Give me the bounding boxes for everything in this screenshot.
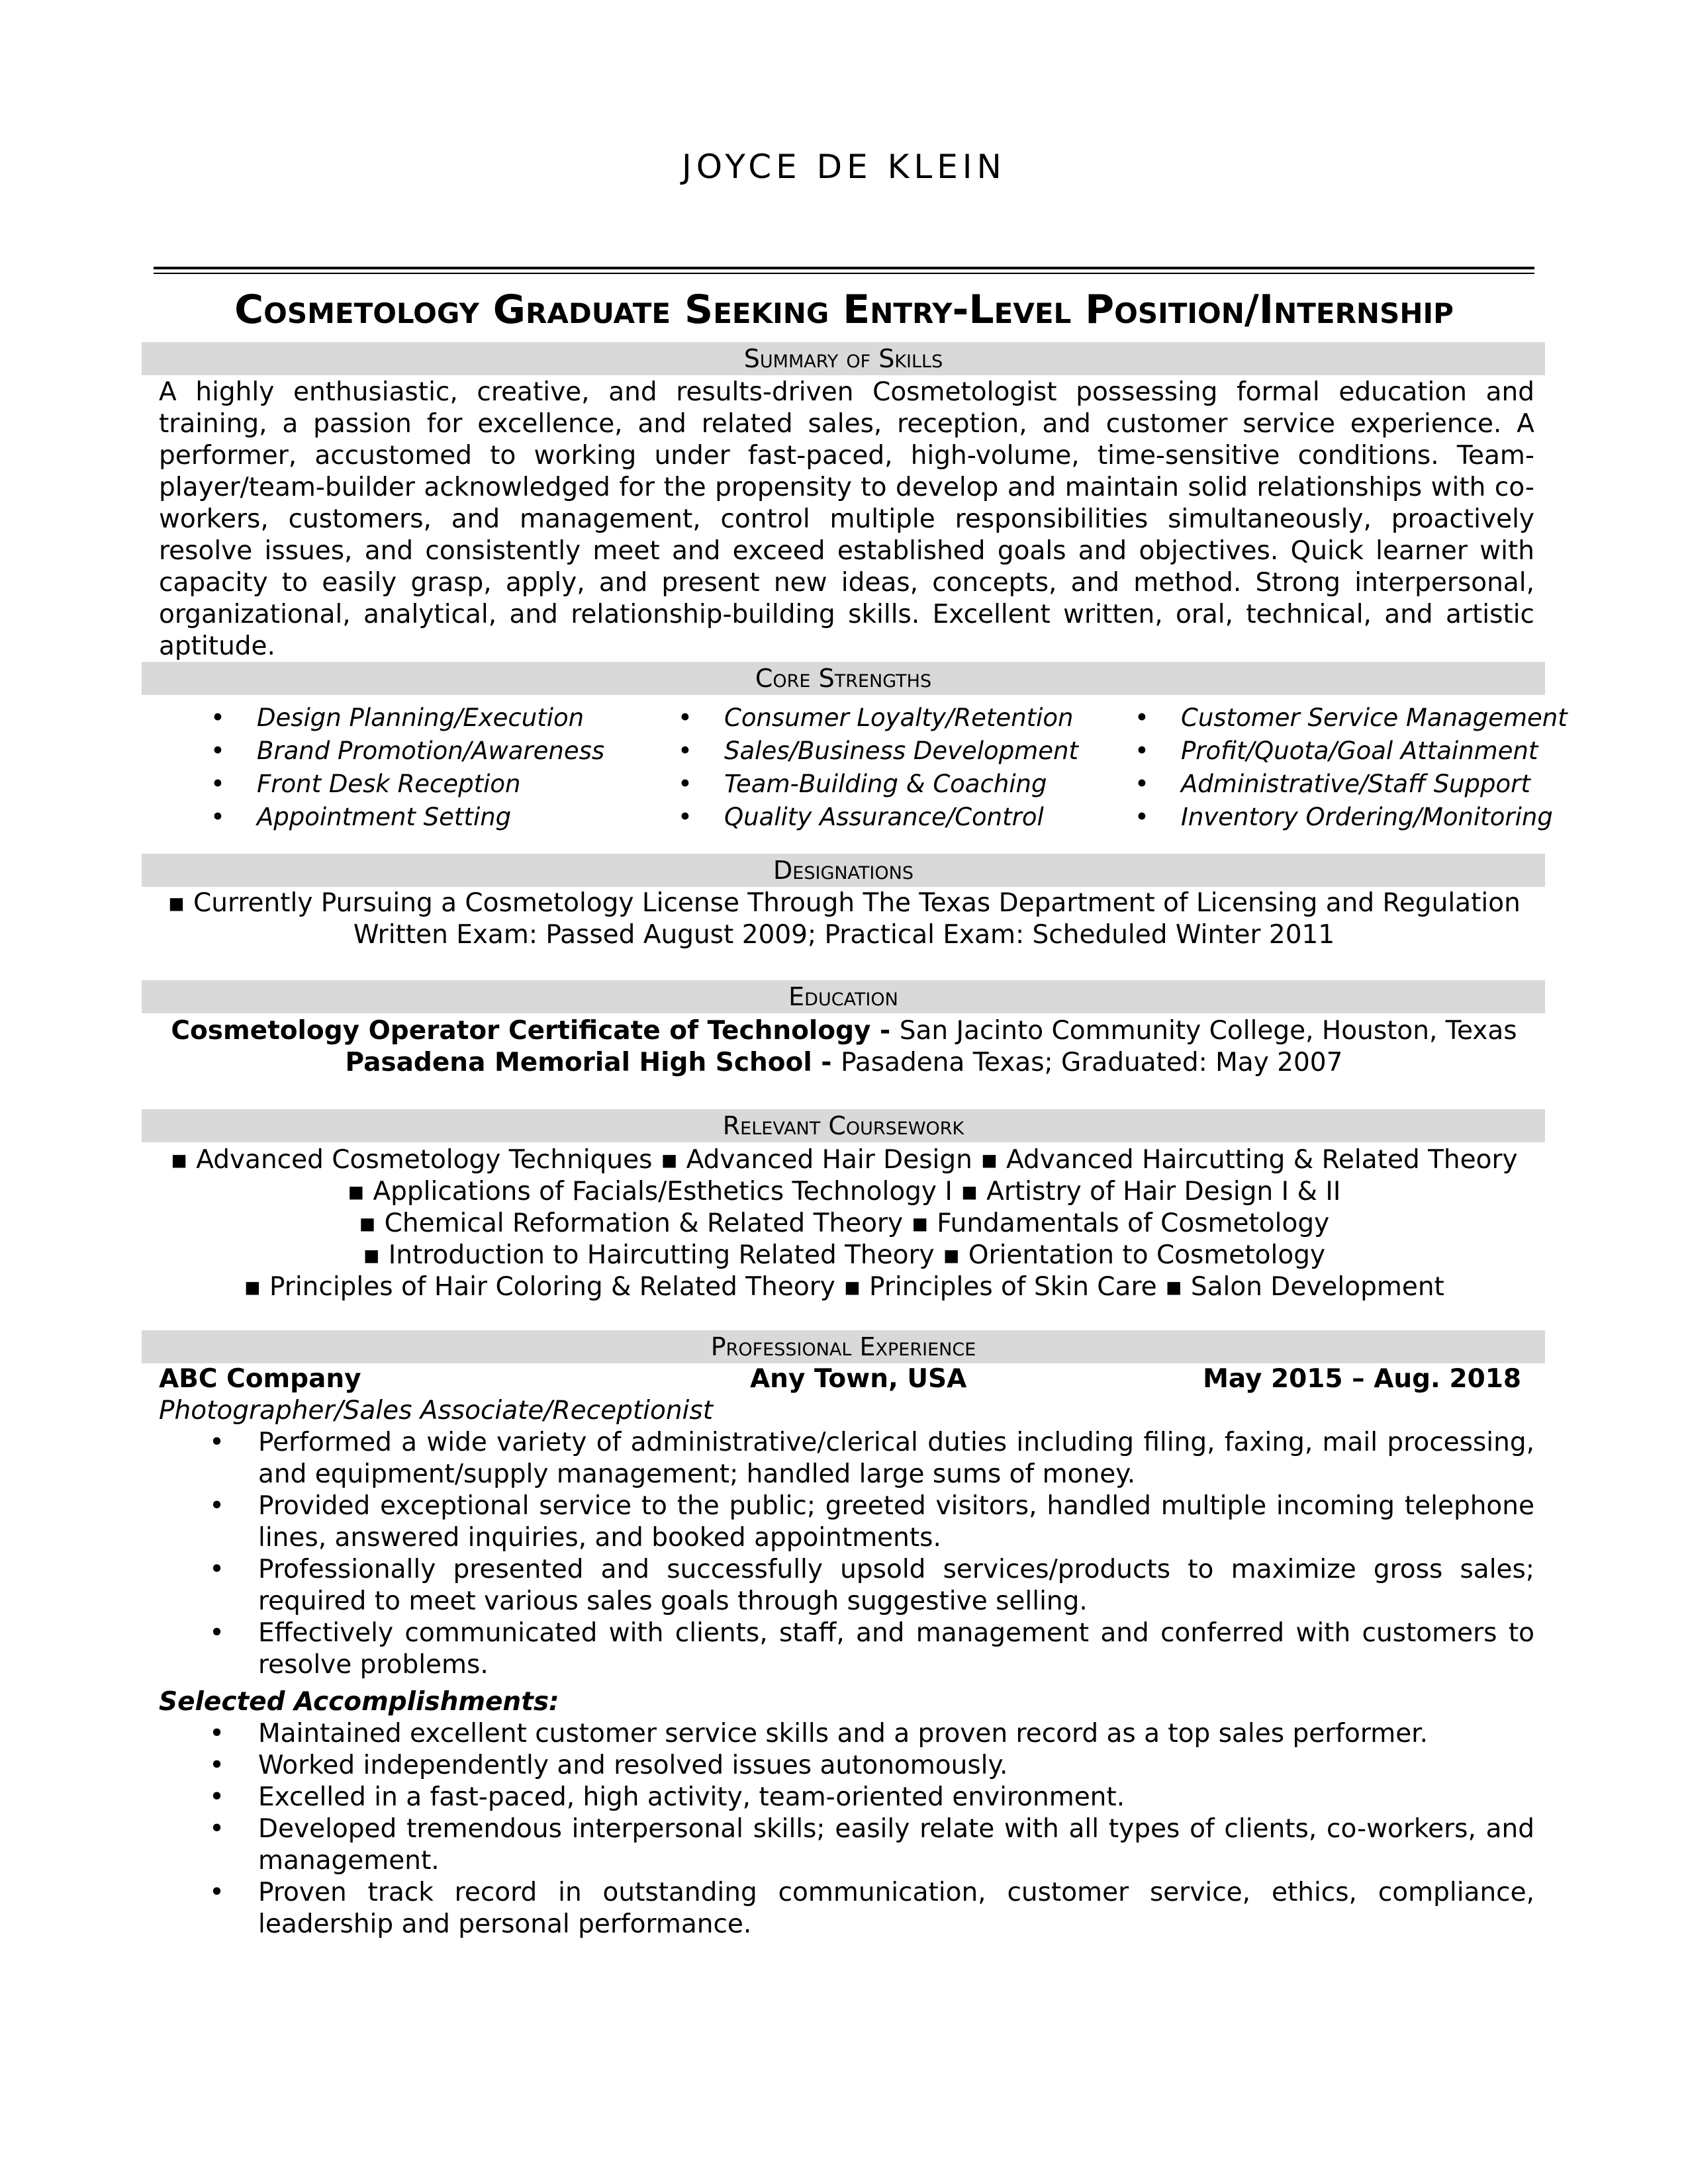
job-location: Any Town, USA (750, 1364, 967, 1394)
bullet: • (209, 1878, 225, 1907)
coursework-line: ▪ Introduction to Haircutting Related Theory ▪ Orientation to Cosmetology (362, 1240, 1326, 1270)
strengths-column-2 (678, 702, 1078, 834)
coursework-line: ▪ Applications of Facials/Esthetics Technology I ▪ Artistry of Hair Design I & II (347, 1177, 1341, 1206)
bullet: • (211, 737, 225, 765)
list-item: • Effectively communicated with clients, staff, and management and conferred with customers to resolve problems. (209, 1618, 1534, 1680)
bullet: • (1135, 737, 1149, 765)
summary-text: A highly enthusiastic, creative, and results-driven Cosmetologist possessing formal education and training, a passion for excellence, and related sales, reception, and customer service experience. A performer, accustomed to working under fast-paced, high-volume, time-sensitive conditions. Team-player/team-builder acknowledged for the propensity to develop and maintain solid relationships with co-workers, customers, and management, control multiple responsibilities simultaneously, proactively resolve issues, and consistently meet and exceed established goals and objectives. Quick learner with capacity to easily grasp, apply, and present new ideas, concepts, and method. Strong interpersonal, organizational, analytical, and relationship-building skills. Excellent written, oral, technical, and artistic aptitude. (159, 377, 1534, 661)
list-item: • Maintained excellent customer service skills and a proven record as a top sales performer. (209, 1719, 1429, 1749)
bullet: • (211, 803, 225, 831)
bullet: • (209, 1555, 225, 1584)
bullet: • (209, 1719, 225, 1749)
list-item: • Performed a wide variety of administrative/clerical duties including filing, faxing, mail processing, and equipment/supply management; handled large sums of money. (209, 1428, 1534, 1489)
education-degree: Cosmetology Operator Certificate of Technology - (171, 1016, 900, 1046)
strengths-column-1 (211, 702, 604, 834)
bullet: • (209, 1782, 225, 1812)
education-entry (0, 1015, 1688, 1047)
bullet: • (1135, 704, 1149, 732)
designation-line-1: ▪ Currently Pursuing a Cosmetology License Through The Texas Department of Licensing and Regulation (167, 888, 1521, 918)
header-rule-thin (154, 273, 1534, 274)
coursework-line: ▪ Advanced Cosmetology Techniques ▪ Advanced Hair Design ▪ Advanced Haircutting & Related Theory (170, 1145, 1518, 1175)
strength-item: • Profit/Quota/Goal Attainment (1135, 735, 1568, 768)
resume-headline: Cosmetology Graduate Seeking Entry-Level Position/Internship (234, 287, 1454, 333)
strengths-column-3 (1135, 702, 1568, 834)
strength-item: • Inventory Ordering/Monitoring (1135, 801, 1568, 834)
education-degree: Pasadena Memorial High School - (345, 1048, 841, 1077)
experience-header (159, 1363, 1534, 1395)
section-header-core-strengths: Core Strengths (142, 662, 1545, 695)
section-header-experience: Professional Experience (142, 1330, 1545, 1363)
section-header-designations: Designations (142, 854, 1545, 887)
bullet: • (1135, 770, 1149, 798)
strength-item: • Customer Service Management (1135, 702, 1568, 735)
bullet: • (1135, 803, 1149, 831)
section-header-coursework: Relevant Coursework (142, 1109, 1545, 1142)
list-item: • Developed tremendous interpersonal skills; easily relate with all types of clients, co-workers, and management. (209, 1814, 1534, 1876)
candidate-name: JOYCE DE KLEIN (682, 148, 1006, 186)
accomplishments-label: Selected Accomplishments: (159, 1687, 559, 1717)
strength-item: • Appointment Setting (211, 801, 604, 834)
strength-item: • Team-Building & Coaching (678, 768, 1078, 801)
list-item: • Professionally presented and successfully upsold services/products to maximize gross sales; required to meet various sales goals through suggestive selling. (209, 1555, 1534, 1616)
bullet: • (211, 704, 225, 732)
header-rule-thick (154, 267, 1534, 269)
coursework-line: ▪ Chemical Reformation & Related Theory ▪ Fundamentals of Cosmetology (358, 1208, 1330, 1238)
list-item: • Provided exceptional service to the public; greeted visitors, handled multiple incoming telephone lines, answered inquiries, and booked appointments. (209, 1491, 1534, 1553)
strength-item: • Administrative/Staff Support (1135, 768, 1568, 801)
strength-item: • Sales/Business Development (678, 735, 1078, 768)
section-header-education: Education (142, 980, 1545, 1013)
bullet: • (678, 803, 692, 831)
coursework-line: ▪ Principles of Hair Coloring & Related Theory ▪ Principles of Skin Care ▪ Salon Development (244, 1272, 1444, 1302)
list-item: • Proven track record in outstanding communication, customer service, ethics, compliance, leadership and personal performance. (209, 1878, 1534, 1939)
bullet: • (678, 737, 692, 765)
job-dates: May 2015 – Aug. 2018 (1203, 1364, 1521, 1394)
strength-item: • Front Desk Reception (211, 768, 604, 801)
bullet: • (209, 1491, 225, 1521)
bullet: • (209, 1618, 225, 1648)
bullet: • (678, 770, 692, 798)
strength-item: • Quality Assurance/Control (678, 801, 1078, 834)
accomplishments-list (159, 1718, 1534, 1940)
duties-list (159, 1427, 1534, 1681)
bullet: • (211, 770, 225, 798)
bullet: • (678, 704, 692, 732)
list-item: • Excelled in a fast-paced, high activity, team-oriented environment. (209, 1782, 1125, 1812)
education-detail: Pasadena Texas; Graduated: May 2007 (841, 1048, 1343, 1077)
bullet: • (209, 1428, 225, 1457)
bullet: • (209, 1814, 225, 1844)
company-name: ABC Company (159, 1364, 361, 1394)
bullet: • (209, 1751, 225, 1780)
strength-item: • Brand Promotion/Awareness (211, 735, 604, 768)
strength-item: • Design Planning/Execution (211, 702, 604, 735)
list-item: • Worked independently and resolved issues autonomously. (209, 1751, 1008, 1780)
job-title: Photographer/Sales Associate/Receptionist (159, 1396, 713, 1426)
education-entry (0, 1047, 1688, 1079)
designation-line-2: Written Exam: Passed August 2009; Practical Exam: Scheduled Winter 2011 (353, 920, 1335, 950)
strength-item: • Consumer Loyalty/Retention (678, 702, 1078, 735)
education-detail: San Jacinto Community College, Houston, Texas (899, 1016, 1517, 1046)
section-header-summary: Summary of Skills (142, 342, 1545, 375)
